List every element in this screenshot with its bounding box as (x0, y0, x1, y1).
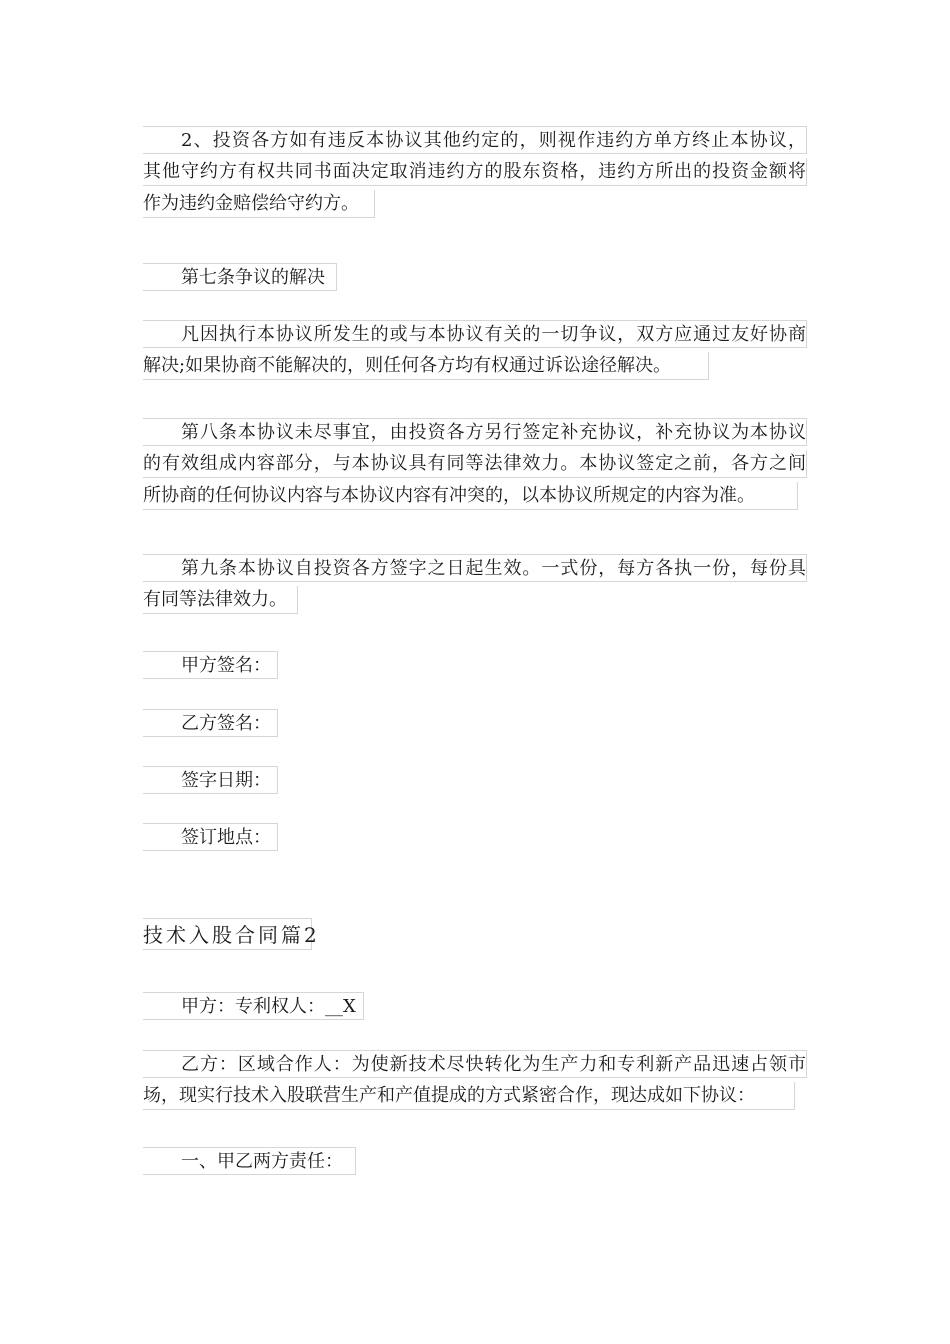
text-line: 作为违约金赔偿给守约方。 (143, 190, 375, 218)
text-line: 签字日期： (143, 766, 278, 794)
paragraph-breach-clause (143, 126, 807, 222)
text-line: 2、投资各方如有违反本协议其他约定的，则视作违约方单方终止本协议， (143, 126, 807, 154)
text-line: 的有效组成内容部分，与本协议具有同等法律效力。本协议签定之前，各方之间 (143, 450, 807, 478)
text-line: 第九条本协议自投资各方签字之日起生效。一式份，每方各执一份，每份具 (143, 554, 807, 582)
signature-party-b (143, 709, 278, 741)
article-7-heading (143, 263, 337, 295)
responsibilities-heading (143, 1147, 356, 1179)
signature-place (143, 823, 278, 855)
text-line: 甲方签名： (143, 651, 278, 679)
signature-date (143, 766, 278, 798)
text-line: 第八条本协议未尽事宜，由投资各方另行签定补充协议，补充协议为本协议 (143, 418, 807, 446)
text-line: 凡因执行本协议所发生的或与本协议有关的一切争议，双方应通过友好协商 (143, 320, 807, 348)
signature-party-a (143, 651, 278, 683)
text-line: 签订地点： (143, 823, 278, 851)
text-line: 乙方：区域合作人：为使新技术尽快转化为生产力和专利新产品迅速占领市 (143, 1050, 807, 1078)
paragraph-article-9 (143, 554, 807, 618)
text-line: 一、甲乙两方责任： (143, 1147, 356, 1175)
text-line: 甲方：专利权人：__X (143, 992, 364, 1020)
text-line: 场，现实行技术入股联营生产和产值提成的方式紧密合作，现达成如下协议： (143, 1082, 795, 1110)
text-line: 其他守约方有权共同书面决定取消违约方的股东资格，违约方所出的投资金额将 (143, 158, 807, 186)
text-line: 所协商的任何协议内容与本协议内容有冲突的，以本协议所规定的内容为准。 (143, 482, 798, 510)
party-a-line (143, 992, 364, 1024)
text-line: 第七条争议的解决 (143, 263, 337, 291)
text-line: 乙方签名： (143, 709, 278, 737)
paragraph-dispute-resolution (143, 320, 807, 384)
text-line: 解决;如果协商不能解决的，则任何各方均有权通过诉讼途径解决。 (143, 352, 709, 380)
section-title (143, 918, 320, 954)
text-line: 有同等法律效力。 (143, 586, 298, 614)
paragraph-article-8 (143, 418, 807, 514)
paragraph-party-b (143, 1050, 807, 1114)
section-title-text: 技术入股合同篇2 (143, 918, 312, 950)
